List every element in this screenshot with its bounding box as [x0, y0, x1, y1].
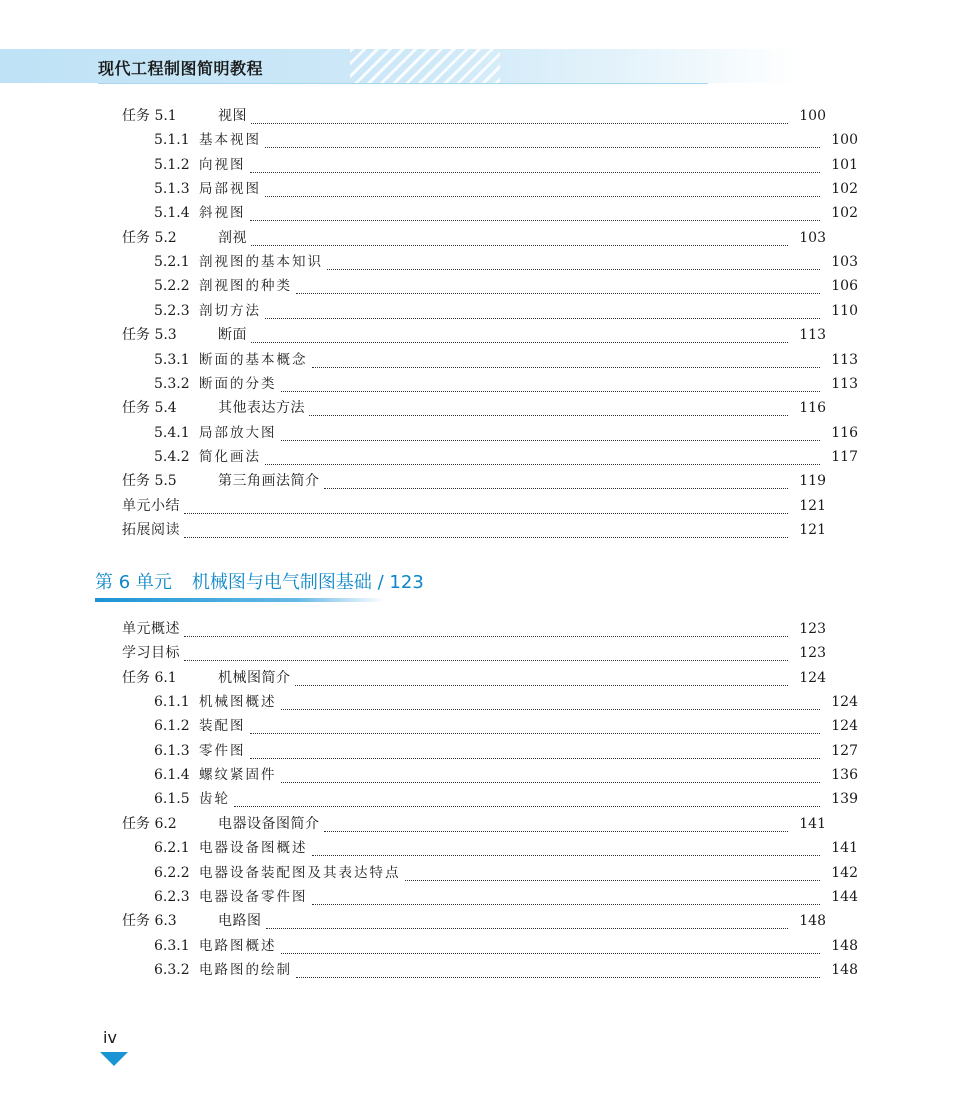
toc-entry-number: 6.3.1 — [154, 937, 190, 954]
unit-title: 机械图与电气制图基础 / 123 — [191, 572, 424, 593]
toc-entry-number: 任务 6.3 — [122, 913, 177, 930]
toc-entry-page: 124 — [799, 669, 826, 686]
toc-entry[interactable] — [0, 494, 922, 518]
toc-entry-number: 5.3.2 — [154, 375, 190, 392]
toc-entry-page: 100 — [831, 132, 858, 149]
page-number: iv — [103, 1028, 117, 1047]
toc-entry-page: 121 — [799, 521, 826, 538]
toc-entry[interactable] — [0, 909, 922, 933]
toc-entry-number: 任务 6.2 — [122, 815, 177, 832]
toc-entry-title: 电路图 — [218, 913, 262, 930]
dot-leader — [265, 317, 820, 319]
dot-leader — [281, 439, 821, 441]
toc-entry-number: 5.4.2 — [154, 448, 190, 465]
toc-entry[interactable] — [0, 201, 954, 225]
unit-label: 第 6 单元 — [95, 572, 172, 593]
toc-entry[interactable] — [0, 958, 954, 982]
dot-leader — [312, 366, 821, 368]
toc-entry-number: 5.4.1 — [154, 424, 190, 441]
toc-entry-title: 其他表达方法 — [218, 400, 305, 417]
toc-entry-title: 电器设备图简介 — [218, 815, 320, 832]
dot-leader — [265, 463, 820, 465]
toc-entry-title: 电器设备装配图及其表达特点 — [199, 864, 401, 881]
dot-leader — [281, 708, 821, 710]
toc-entry[interactable] — [0, 617, 922, 641]
toc-entry-page: 116 — [831, 424, 858, 441]
dot-leader — [296, 292, 820, 294]
dot-leader — [281, 781, 821, 783]
toc-entry-page: 124 — [831, 718, 858, 735]
toc-entry[interactable] — [0, 714, 954, 738]
toc-entry-number: 6.1.2 — [154, 718, 190, 735]
toc-entry-page: 139 — [831, 791, 858, 808]
dot-leader — [295, 684, 789, 686]
toc-entry-title: 剖视图的种类 — [199, 278, 292, 295]
toc-entry-page: 100 — [799, 108, 826, 124]
toc-entry-title: 电器设备图概述 — [199, 840, 308, 857]
dot-leader — [324, 487, 789, 489]
dot-leader — [250, 171, 821, 173]
dot-leader — [312, 854, 821, 856]
toc-entry-number: 5.3.1 — [154, 351, 190, 368]
dot-leader — [281, 952, 821, 954]
toc-entry-page: 102 — [831, 205, 858, 222]
toc-entry-page: 113 — [831, 375, 858, 392]
dot-leader — [405, 879, 821, 881]
toc-entry-page: 142 — [831, 864, 858, 881]
unit-heading[interactable] — [95, 568, 424, 594]
toc-entry[interactable] — [0, 787, 954, 811]
toc-entry-page: 106 — [831, 278, 858, 295]
toc-entry-title: 单元概述 — [122, 621, 180, 637]
dot-leader — [184, 635, 788, 637]
toc-entry-title: 简化画法 — [199, 448, 261, 465]
toc-entry-number: 6.1.1 — [154, 694, 190, 711]
toc-entry-number: 6.2.1 — [154, 840, 190, 857]
toc-entry-title: 学习目标 — [122, 645, 180, 662]
toc-entry-page: 121 — [799, 497, 826, 514]
dot-leader — [250, 219, 821, 221]
toc-entry-number: 6.2.2 — [154, 864, 190, 881]
dot-leader — [250, 732, 821, 734]
toc-entry[interactable] — [0, 153, 954, 177]
toc-entry-page: 144 — [831, 888, 858, 905]
toc-entry-number: 6.1.3 — [154, 742, 190, 759]
toc-entry-title: 机械图概述 — [199, 694, 277, 711]
toc-entry[interactable] — [0, 469, 922, 493]
toc-entry-title: 剖视 — [218, 229, 247, 246]
toc-entry-title: 第三角画法简介 — [218, 473, 320, 490]
toc-entry-title: 单元小结 — [122, 497, 180, 514]
toc-entry-number: 5.2.2 — [154, 278, 190, 295]
toc-entry[interactable] — [0, 104, 922, 128]
toc-entry-page: 103 — [831, 254, 858, 271]
toc-entry-page: 116 — [799, 400, 826, 417]
toc-entry[interactable] — [0, 274, 954, 298]
toc-entry-number: 任务 5.2 — [122, 229, 177, 246]
toc-entry-title: 向视图 — [199, 156, 246, 173]
toc-entry[interactable] — [0, 177, 954, 201]
toc-entry[interactable] — [0, 763, 954, 787]
toc-entry[interactable] — [0, 666, 922, 690]
toc-entry[interactable] — [0, 421, 954, 445]
toc-entry-page: 148 — [799, 913, 826, 930]
toc-entry-title: 装配图 — [199, 718, 246, 735]
toc-entry-title: 电路图的绘制 — [199, 961, 292, 978]
toc-entry-number: 任务 5.1 — [122, 108, 177, 124]
dot-leader — [266, 927, 789, 929]
dot-leader — [281, 390, 821, 392]
toc-entry-title: 剖视图的基本知识 — [199, 254, 323, 271]
toc-entry[interactable] — [0, 250, 954, 274]
toc-entry[interactable] — [0, 299, 954, 323]
toc-entry-number: 6.1.5 — [154, 791, 190, 808]
toc-entry-number: 6.3.2 — [154, 961, 190, 978]
toc-entry-page: 148 — [831, 937, 858, 954]
dot-leader — [184, 512, 788, 514]
toc-entry-title: 电路图概述 — [199, 937, 277, 954]
toc-entry[interactable] — [0, 226, 922, 250]
toc-entry-page: 110 — [831, 302, 858, 319]
toc-entry-title: 机械图简介 — [218, 669, 291, 686]
toc-entry-number: 5.1.1 — [154, 132, 190, 149]
dot-leader — [309, 414, 788, 416]
toc-entry-page: 136 — [831, 767, 858, 784]
toc-entry-title: 局部放大图 — [199, 424, 277, 441]
toc-entry-number: 5.2.3 — [154, 302, 190, 319]
toc-entry-title: 断面的基本概念 — [199, 351, 308, 368]
toc-entry[interactable] — [0, 348, 954, 372]
dot-leader — [265, 146, 820, 148]
toc-entry-number: 5.1.3 — [154, 181, 190, 198]
dot-leader — [265, 195, 820, 197]
toc-entry[interactable] — [0, 739, 954, 763]
toc-entry-number: 5.1.4 — [154, 205, 190, 222]
toc-entry-page: 101 — [831, 156, 858, 173]
toc-entry-number: 任务 5.4 — [122, 400, 177, 417]
toc-entry[interactable] — [0, 128, 954, 152]
toc-entry-page: 123 — [799, 621, 826, 637]
toc-entry-title: 视图 — [218, 108, 247, 124]
toc-entry-number: 6.1.4 — [154, 767, 190, 784]
dot-leader — [251, 341, 788, 343]
toc-entry-number: 任务 6.1 — [122, 669, 177, 686]
unit-underline — [95, 598, 385, 602]
dot-leader — [296, 976, 820, 978]
toc-entry[interactable] — [0, 518, 922, 542]
dot-leader — [327, 268, 820, 270]
toc-entry-page: 103 — [799, 229, 826, 246]
toc-entry-title: 电器设备零件图 — [199, 888, 308, 905]
toc-entry-title: 螺纹紧固件 — [199, 767, 277, 784]
toc-entry-page: 141 — [799, 815, 826, 832]
toc-entry-page: 123 — [799, 645, 826, 662]
header-stripes — [350, 49, 500, 83]
toc-entry[interactable] — [0, 934, 954, 958]
dot-leader — [324, 830, 789, 832]
dot-leader — [251, 244, 788, 246]
toc-entry-number: 任务 5.5 — [122, 473, 177, 490]
toc-entry[interactable] — [0, 812, 922, 836]
book-title: 现代工程制图简明教程 — [98, 59, 264, 78]
dot-leader — [184, 659, 788, 661]
toc-entry-page: 113 — [831, 351, 858, 368]
dot-leader — [251, 122, 788, 124]
toc-entry[interactable] — [0, 641, 922, 665]
toc-entry-title: 拓展阅读 — [122, 521, 180, 538]
header-band — [0, 49, 800, 83]
toc-entry[interactable] — [0, 861, 954, 885]
toc-entry-number: 5.1.2 — [154, 156, 190, 173]
dot-leader — [234, 805, 820, 807]
toc-entry-page: 127 — [831, 742, 858, 759]
toc-entry-title: 剖切方法 — [199, 302, 261, 319]
toc-entry[interactable] — [0, 445, 954, 469]
toc-entry-title: 断面 — [218, 327, 247, 344]
toc-entry[interactable] — [0, 836, 954, 860]
toc-entry-number: 任务 5.3 — [122, 327, 177, 344]
toc-entry[interactable] — [0, 690, 954, 714]
page-marker-triangle — [100, 1052, 128, 1066]
toc-entry-page: 119 — [799, 473, 826, 490]
toc-entry-title: 零件图 — [199, 742, 246, 759]
toc-entry-page: 141 — [831, 840, 858, 857]
toc-entry-number: 6.2.3 — [154, 888, 190, 905]
toc-entry[interactable] — [0, 323, 922, 347]
dot-leader — [250, 757, 821, 759]
toc-entry-page: 113 — [799, 327, 826, 344]
toc-entry-title: 局部视图 — [199, 181, 261, 198]
toc-entry-page: 124 — [831, 694, 858, 711]
toc-entry-title: 基本视图 — [199, 132, 261, 149]
toc-entry-title: 齿轮 — [199, 791, 230, 808]
header-divider — [98, 83, 708, 84]
dot-leader — [184, 536, 788, 538]
toc-entry-title: 斜视图 — [199, 205, 246, 222]
toc-entry[interactable] — [0, 372, 954, 396]
toc-entry[interactable] — [0, 396, 922, 420]
toc-entry-number: 5.2.1 — [154, 254, 190, 271]
toc-entry-page: 117 — [831, 448, 858, 465]
toc-entry-page: 148 — [831, 961, 858, 978]
dot-leader — [312, 903, 821, 905]
toc-entry-page: 102 — [831, 181, 858, 198]
toc-entry-title: 断面的分类 — [199, 375, 277, 392]
toc-entry[interactable] — [0, 885, 954, 909]
